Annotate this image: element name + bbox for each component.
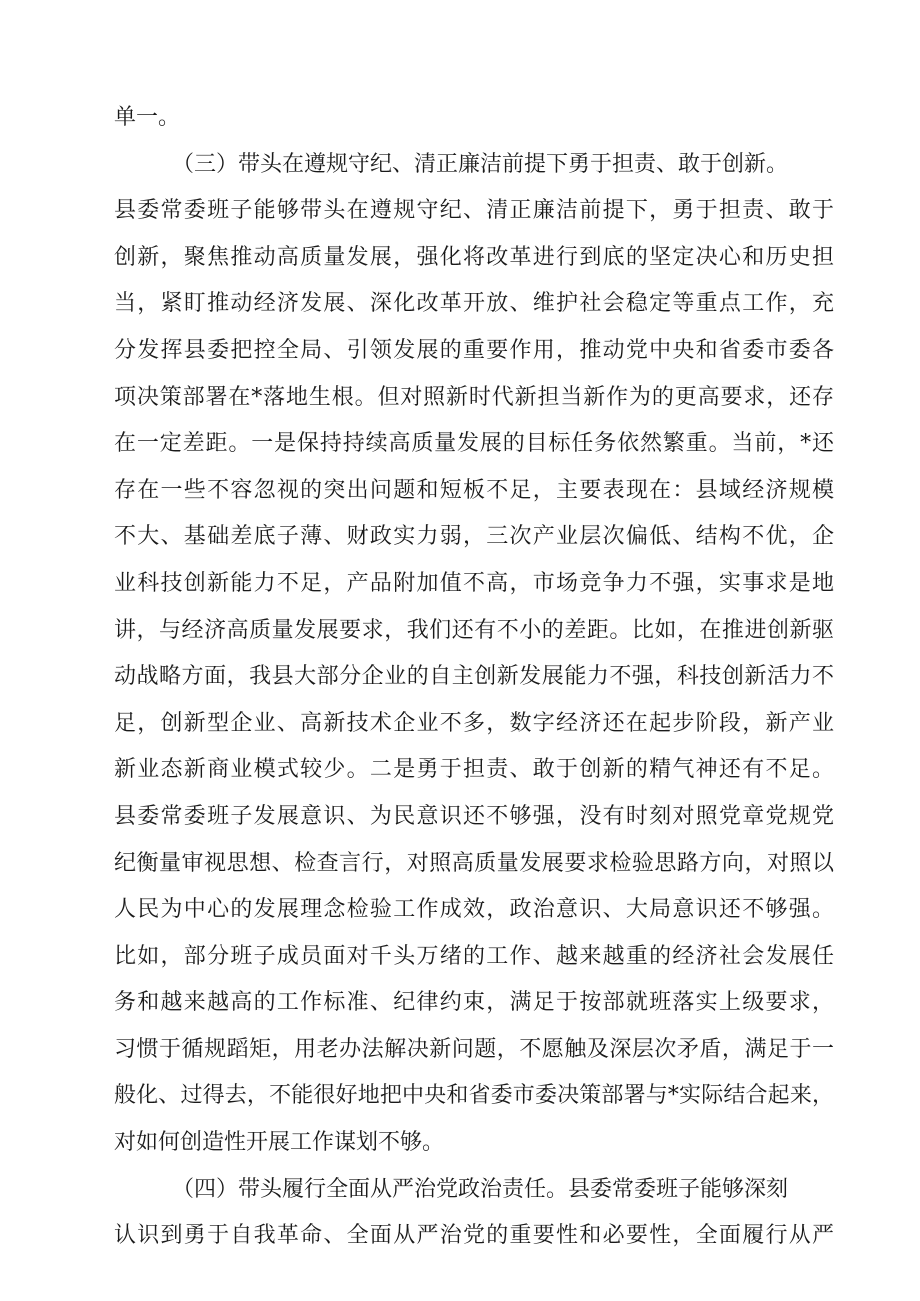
text-line: 务和越来越高的工作标准、纪律约束，满足于按部就班落实上级要求，	[114, 990, 834, 1016]
text-line: 县委常委班子发展意识、为民意识还不够强，没有时刻对照党章党规党	[114, 803, 834, 829]
text-line: 创新，聚焦推动高质量发展，强化将改革进行到底的坚定决心和历史担	[114, 244, 834, 270]
text-line: 足，创新型企业、高新技术企业不多，数字经济还在起步阶段，新产业	[114, 710, 834, 736]
section-heading-3: （三）带头在遵规守纪、清正廉洁前提下勇于担责、敢于创新。	[172, 151, 789, 177]
text-line: 县委常委班子能够带头在遵规守纪、清正廉洁前提下，勇于担责、敢于	[114, 198, 834, 224]
text-line: 业科技创新能力不足，产品附加值不高，市场竞争力不强，实事求是地	[114, 570, 834, 596]
body-text	[114, 95, 834, 1260]
text-line: 单一。	[114, 105, 181, 130]
section-heading-4: （四）带头履行全面从严治党政治责任。县委常委班子能够深刻	[172, 1176, 789, 1202]
text-line: 新业态新商业模式较少。二是勇于担责、敢于创新的精气神还有不足。	[114, 757, 834, 783]
text-line: 纪衡量审视思想、检查言行，对照高质量发展要求检验思路方向，对照以	[114, 850, 834, 876]
text-line: 动战略方面，我县大部分企业的自主创新发展能力不强，科技创新活力不	[114, 664, 834, 690]
text-line: 项决策部署在*落地生根。但对照新时代新担当新作为的更高要求，还存	[114, 384, 834, 410]
text-line: 分发挥县委把控全局、引领发展的重要作用，推动党中央和省委市委各	[114, 337, 834, 363]
text-line: 般化、过得去，不能很好地把中央和省委市委决策部署与*实际结合起来，	[114, 1083, 834, 1109]
text-line: 讲，与经济高质量发展要求，我们还有不小的差距。比如，在推进创新驱	[114, 617, 834, 643]
text-line: 习惯于循规蹈矩，用老办法解决新问题，不愿触及深层次矛盾，满足于一	[114, 1036, 834, 1062]
text-line: 在一定差距。一是保持持续高质量发展的目标任务依然繁重。当前，*还	[114, 431, 834, 457]
text-line: 当，紧盯推动经济发展、深化改革开放、维护社会稳定等重点工作，充	[114, 291, 834, 317]
text-line: 人民为中心的发展理念检验工作成效，政治意识、大局意识还不够强。	[114, 897, 834, 923]
text-line: 不大、基础差底子薄、财政实力弱，三次产业层次偏低、结构不优，企	[114, 524, 834, 550]
text-line: 对如何创造性开展工作谋划不够。	[114, 1130, 445, 1156]
text-line: 存在一些不容忽视的突出问题和短板不足，主要表现在：县域经济规模	[114, 477, 834, 503]
text-line: 比如，部分班子成员面对千头万绪的工作、越来越重的经济社会发展任	[114, 943, 834, 969]
text-line: 认识到勇于自我革命、全面从严治党的重要性和必要性，全面履行从严	[114, 1223, 834, 1249]
